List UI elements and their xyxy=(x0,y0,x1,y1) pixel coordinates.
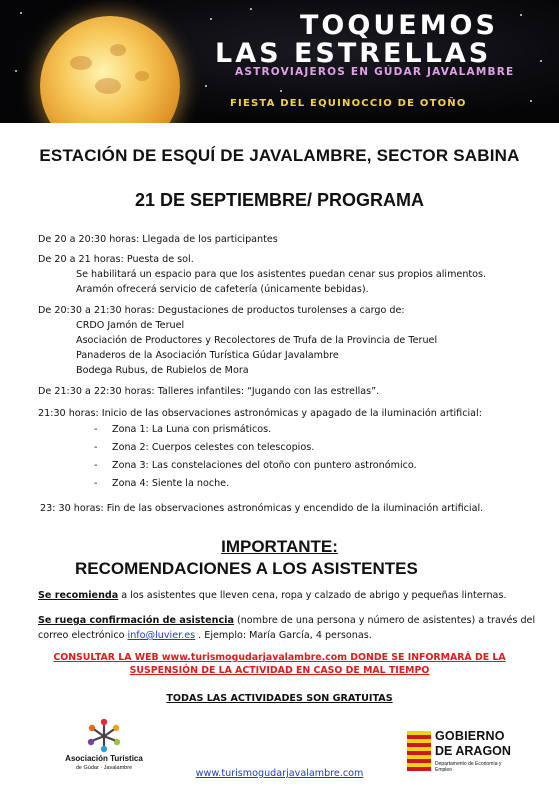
star-icon xyxy=(280,90,282,92)
program-item xyxy=(38,303,538,378)
aragon-flag-icon xyxy=(407,731,431,771)
association-subtitle: de Gúdar · Javalambre xyxy=(75,765,133,771)
government-department: Departamento de Economía y Empleo xyxy=(435,761,502,773)
program-item xyxy=(38,232,538,247)
government-name-line2: DE ARAGON xyxy=(435,744,511,758)
star-icon xyxy=(530,100,532,102)
star-icon xyxy=(205,85,207,87)
zone-item: - Zona 1: La Luna con prismáticos. xyxy=(94,424,272,435)
star-icon xyxy=(20,12,22,14)
program-subitem: Asociación de Productores y Recolectores de Trufa de la Provincia de Teruel xyxy=(76,335,438,346)
star-icon xyxy=(250,8,252,10)
program-item-text: De 20:30 a 21:30 horas: Degustaciones de productos turolenses a cargo de: xyxy=(38,305,405,316)
zone-item: - Zona 3: Las constelaciones del otoño con puntero astronómico. xyxy=(94,460,417,471)
program-subitem: Se habilitará un espacio para que los asistentes puedan cenar sus propios alimentos. xyxy=(76,269,487,280)
program-item-text: De 21:30 a 22:30 horas: Talleres infantiles: “Jugando con las estrellas”. xyxy=(38,386,380,397)
confirmation-lead: Se ruega confirmación de asistencia xyxy=(38,615,234,626)
association-star-icon xyxy=(48,718,160,754)
program-subitem: Panaderos de la Asociación Turística Gúdar Javalambre xyxy=(76,350,339,361)
banner-event-name: FIESTA DEL EQUINOCCIO DE OTOÑO xyxy=(230,98,467,109)
recommendation-paragraph: Se recomienda a los asistentes que lleven cena, ropa y calzado de abrigo y pequeñas linternas. xyxy=(38,590,507,601)
association-name: Asociación Turística xyxy=(65,754,143,763)
star-icon xyxy=(210,18,212,20)
banner-title-line1: TOQUEMOS xyxy=(300,10,498,41)
header-banner xyxy=(0,0,559,123)
important-heading: IMPORTANTE: xyxy=(221,537,338,556)
program-subitem: CRDO Jamón de Teruel xyxy=(76,320,185,331)
program-subitem: Aramón ofrecerá servicio de cafetería (únicamente bebidas). xyxy=(76,284,369,295)
date-heading: 21 DE SEPTIEMBRE/ PROGRAMA xyxy=(134,190,425,210)
star-icon xyxy=(540,60,542,62)
free-activities-note: TODAS LAS ACTIVIDADES SON GRATUITAS xyxy=(166,693,393,704)
star-icon xyxy=(15,70,17,72)
email-link[interactable]: info@luvier.es xyxy=(127,630,196,641)
recommendations-heading: RECOMENDACIONES A LOS ASISTENTES xyxy=(75,559,418,578)
footer-website-link[interactable]: www.turismogudarjavalambre.com xyxy=(195,768,364,779)
weather-warning: CONSULTAR LA WEB www.turismogudarjavalambre.com DONDE SE INFORMARÁ DE LA SUSPENSIÓN DE LA ACTIVIDAD EN CASO DE MAL TIEMPO xyxy=(53,652,506,676)
government-name-line1: GOBIERNO xyxy=(435,729,505,743)
program-item-text: De 20 a 21 horas: Puesta de sol. xyxy=(38,254,194,265)
confirmation-paragraph: Se ruega confirmación de asistencia (nombre de una persona y número de asistentes) a través del correo electrónico info@luvier.es . Ejemplo: María García, 4 personas. xyxy=(38,615,536,641)
program-item-text: De 20 a 20:30 horas: Llegada de los participantes xyxy=(38,234,278,245)
banner-subtitle: ASTROVIAJEROS EN GÚDAR JAVALAMBRE xyxy=(235,66,515,78)
program-item xyxy=(40,501,540,516)
banner-title-line2: LAS ESTRELLAS xyxy=(215,38,492,69)
star-icon xyxy=(520,14,522,16)
program-item xyxy=(38,384,538,399)
program-item-text: 21:30 horas: Inicio de las observaciones astronómicas y apagado de la iluminación artificial: xyxy=(38,408,482,419)
program-subitem: Bodega Rubus, de Rubielos de Mora xyxy=(76,365,249,376)
recommendation-lead: Se recomienda xyxy=(38,590,119,601)
program-item xyxy=(38,252,538,297)
zone-item: - Zona 4: Siente la noche. xyxy=(94,478,230,489)
zone-item: - Zona 2: Cuerpos celestes con telescopios. xyxy=(94,442,315,453)
moon-image xyxy=(40,16,180,123)
venue-heading: ESTACIÓN DE ESQUÍ DE JAVALAMBRE, SECTOR SABINA xyxy=(39,146,520,165)
program-item xyxy=(38,406,538,493)
program-item-text: 23: 30 horas: Fin de las observaciones astronómicas y encendido de la iluminación artificial. xyxy=(40,503,484,514)
